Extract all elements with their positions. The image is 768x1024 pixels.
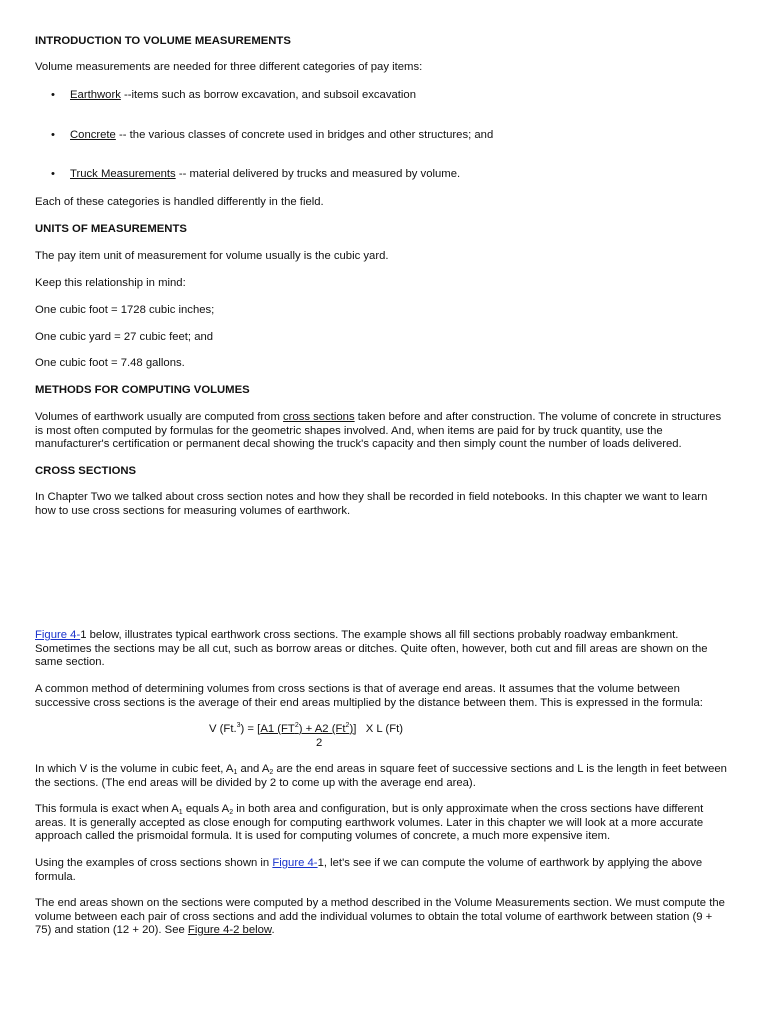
bullet-marker: • [51,129,55,141]
heading-units: UNITS OF MEASUREMENTS [35,223,187,235]
heading-methods: METHODS FOR COMPUTING VOLUMES [35,384,250,396]
end-areas-paragraph: The end areas shown on the sections were computed by a method described in the Volume Measurements section. We must compute the volume between each pair of cross sections and add the individual volumes to obtain the total volume of earthwork between station (9 + 75) and station (12 + 20). See Figure 4-2 below. [35,897,725,936]
explain-paragraph: In which V is the volume in cubic feet, $A_1$ and $A_2$ are the end areas in square feet of successive sections and L is the length in feet between the sections. (The end areas will be divided by 2 to come up with the average end area). [35,763,727,789]
units-line-1: One cubic foot = 1728 cubic inches; [35,304,215,316]
formula-denominator: 2 [316,737,323,749]
bullet-text: -- material delivered by trucks and measured by volume. [175,168,461,180]
units-keep: Keep this relationship in mind: [35,277,186,289]
intro-closing: Each of these categories is handled differently in the field. [35,196,324,208]
list-item-truck [70,168,460,182]
bullet-text: --items such as borrow excavation, and subsoil excavation [120,89,416,101]
bullet-marker: • [51,168,55,180]
methods-paragraph: Volumes of earthwork usually are computed from cross sections taken before and after construction. The volume of concrete in structures is most often computed by formulas for the geometric shapes involved. And, when items are paid for by truck quantity, use the manufacturer's certification or permanent decal showing the truck's capacity and then simply count the number of loads delivered. [35,411,722,450]
link-cross-sections[interactable]: cross sections [283,411,355,423]
cross-paragraph-1: In Chapter Two we talked about cross section notes and how they shall be recorded in field notebooks. In this chapter we want to learn how to use cross sections for measuring volumes of earthwork. [35,491,708,517]
using-paragraph: Using the examples of cross sections shown in Figure 4-1, let's see if we can compute the volume of earthwork by applying the above formula. [35,857,703,883]
bullet-text: -- the various classes of concrete used in bridges and other structures; and [115,129,494,141]
formula-numerator: A1 $(FT^2) + A2$ (Ft$^2$)] [260,722,357,735]
units-line-2: One cubic yard = 27 cubic feet; and [35,331,214,343]
link-figure-4-2[interactable]: Figure 4-2 below [187,924,272,936]
average-end-paragraph: A common method of determining volumes from cross sections is that of average end areas. It assumes that the volume between successive cross sections is the average of their end areas multiplied by the distance between them. This is expressed in the formula: [35,683,703,709]
term-earthwork: Earthwork [70,89,121,101]
link-figure-4-1[interactable]: Figure 4- [35,629,81,641]
volume-formula: V (Ft.$^3$) = [A1 $(FT^2) + A2$ (Ft$^2$)] X L (Ft) [209,722,403,735]
heading-intro: INTRODUCTION TO VOLUME MEASUREMENTS [35,35,291,47]
term-concrete: Concrete [70,129,116,141]
list-item-concrete [70,129,493,143]
units-paragraph: The pay item unit of measurement for volume usually is the cubic yard. [35,250,389,262]
figure-paragraph: Figure 4-1 below, illustrates typical earthwork cross sections. The example shows all fill sections probably roadway embankment. Sometimes the sections may be all cut, such as borrow areas or ditches. Quite often, however, both cut and fill areas are shown on the same section. [35,629,708,668]
units-line-3: One cubic foot = 7.48 gallons. [35,357,185,369]
link-figure-4-1-b[interactable]: Figure 4- [272,857,318,869]
intro-lead: Volume measurements are needed for three different categories of pay items: [35,61,423,73]
list-item-earthwork [70,89,416,103]
bullet-marker: • [51,89,55,101]
term-truck-measurements: Truck Measurements [70,168,176,180]
exact-paragraph: This formula is exact when $A_1$ equals $A_2$ in both area and configuration, but is only approximate when the cross sections have different areas. It is generally accepted as close enough for computing earthwork volumes. Later in this chapter we will look at a more accurate approach called the prismoidal formula. It is used for computing volumes of concrete, a much more expensive item. [35,803,704,842]
heading-cross-sections: CROSS SECTIONS [35,465,137,477]
